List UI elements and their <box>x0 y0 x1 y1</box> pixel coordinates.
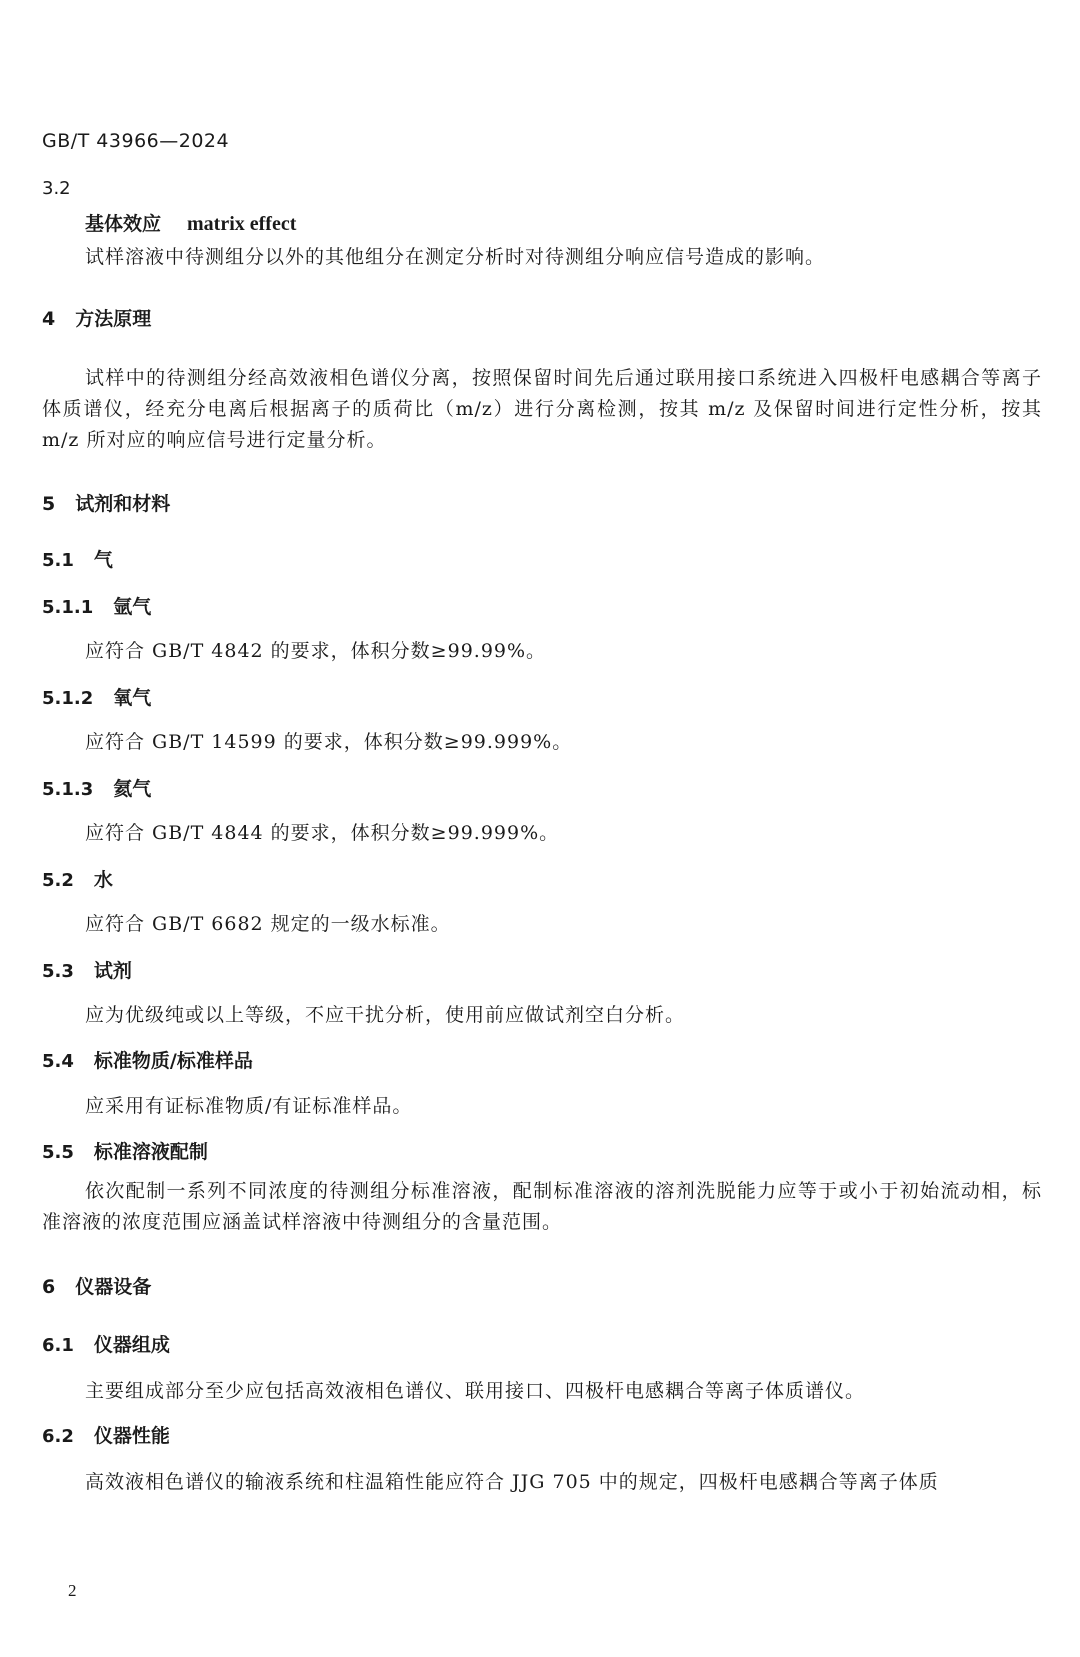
clause-heading <box>42 956 132 983</box>
standard-code: GB/T 43966—2024 <box>42 130 230 152</box>
clause-title: 气 <box>93 549 113 571</box>
section-title: 试剂和材料 <box>75 493 171 515</box>
clause-heading <box>42 592 151 619</box>
section-title: 方法原理 <box>75 308 152 330</box>
term-english: matrix effect <box>187 213 297 235</box>
clause-number: 5.3 <box>42 961 74 982</box>
clause-title: 仪器性能 <box>93 1425 170 1447</box>
clause-heading <box>42 1137 208 1164</box>
clause-title: 仪器组成 <box>93 1334 170 1356</box>
clause-text: 应为优级纯或以上等级，不应干扰分析，使用前应做试剂空白分析。 <box>85 1004 686 1026</box>
section-number: 4 <box>42 308 56 330</box>
clause-text: 应符合 GB/T 6682 规定的一级水标准。 <box>85 913 451 935</box>
clause-heading <box>42 1421 170 1448</box>
clause-text: 应符合 GB/T 14599 的要求，体积分数≥99.999%。 <box>85 731 573 753</box>
section-heading <box>42 489 170 516</box>
section-number: 6 <box>42 1276 56 1298</box>
section-number: 5 <box>42 493 56 515</box>
clause-title: 氦气 <box>113 778 152 800</box>
clause-text: 应符合 GB/T 4842 的要求，体积分数≥99.99%。 <box>85 640 547 662</box>
section-title: 仪器设备 <box>75 1276 152 1298</box>
paragraph: 依次配制一系列不同浓度的待测组分标准溶液，配制标准溶液的溶剂洗脱能力应等于或小于初始流动相，标准溶液的浓度范围应涵盖试样溶液中待测组分的含量范围。 <box>42 1180 1042 1233</box>
clause-number: 6.2 <box>42 1426 74 1447</box>
clause-number: 5.1 <box>42 550 74 571</box>
term-definition: 试样溶液中待测组分以外的其他组分在测定分析时对待测组分响应信号造成的影响。 <box>85 246 826 268</box>
term-heading <box>85 209 296 236</box>
clause-text: 高效液相色谱仪的输液系统和柱温箱性能应符合 JJG 705 中的规定，四极杆电感耦合等离子体质 <box>85 1471 939 1493</box>
clause-heading <box>42 774 151 801</box>
clause-heading <box>42 865 113 892</box>
clause-title: 试剂 <box>93 960 132 982</box>
section-heading <box>42 304 151 331</box>
section-heading <box>42 1272 151 1299</box>
page-number: 2 <box>68 1581 77 1600</box>
clause-heading <box>42 545 113 572</box>
clause-title: 标准物质/标准样品 <box>93 1050 253 1072</box>
clause-heading <box>42 1046 253 1073</box>
clause-text: 应符合 GB/T 4844 的要求，体积分数≥99.999%。 <box>85 822 560 844</box>
clause-number: 5.2 <box>42 870 74 891</box>
clause-title: 氩气 <box>113 596 152 618</box>
clause-text: 应采用有证标准物质/有证标准样品。 <box>85 1095 413 1117</box>
clause-number: 6.1 <box>42 1335 74 1356</box>
clause-number: 5.1.3 <box>42 779 94 800</box>
clause-heading <box>42 1330 170 1357</box>
clause-heading <box>42 683 151 710</box>
clause-number: 3.2 <box>42 178 71 199</box>
clause-number: 5.4 <box>42 1051 74 1072</box>
clause-text: 主要组成部分至少应包括高效液相色谱仪、联用接口、四极杆电感耦合等离子体质谱仪。 <box>85 1380 866 1402</box>
clause-number: 5.1.2 <box>42 688 94 709</box>
clause-title: 标准溶液配制 <box>93 1141 208 1163</box>
clause-number: 5.5 <box>42 1142 74 1163</box>
paragraph: 试样中的待测组分经高效液相色谱仪分离，按照保留时间先后通过联用接口系统进入四极杆电感耦合等离子体质谱仪，经充分电离后根据离子的质荷比（m/z）进行分离检测，按其 m/z 及保留时间进行定性分析，按其 m/z 所对应的响应信号进行定量分析。 <box>42 367 1042 451</box>
clause-number: 5.1.1 <box>42 597 94 618</box>
term-chinese: 基体效应 <box>85 213 162 235</box>
clause-title: 水 <box>93 869 113 891</box>
clause-title: 氧气 <box>113 687 152 709</box>
